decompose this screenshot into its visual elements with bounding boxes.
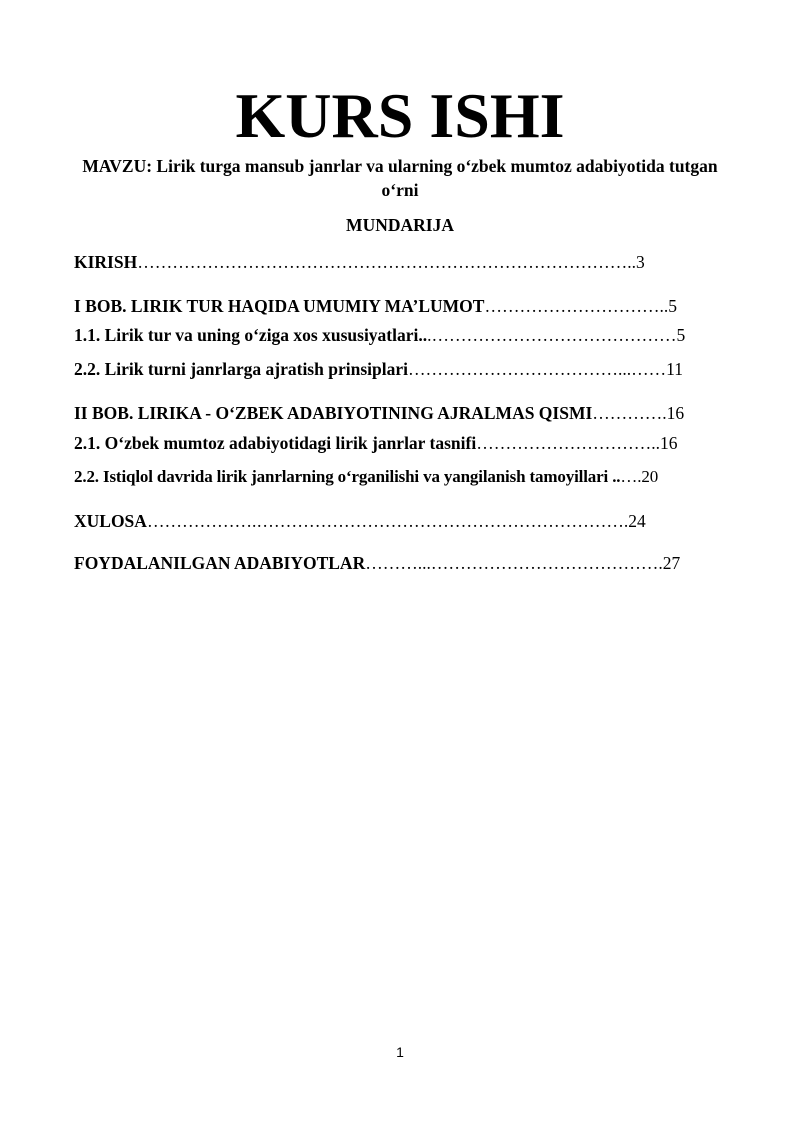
toc-entry-title: FOYDALANILGAN ADABIYOTLAR xyxy=(74,553,366,573)
toc-page-number: 27 xyxy=(662,553,681,573)
toc-dot-leader: ………...…………………………………. xyxy=(365,553,663,573)
toc-dot-leader: ………………………….. xyxy=(476,433,660,453)
topic-subtitle: MAVZU: Lirik turga mansub janrlar va ularning o‘zbek mumtoz adabiyotida tutgan o‘rni xyxy=(82,156,718,200)
toc-page-number: 16 xyxy=(659,433,678,453)
toc-entry-chapter-1 xyxy=(74,295,677,317)
toc-entry-conclusion xyxy=(74,510,646,532)
page-title: KURS ISHI xyxy=(235,80,565,151)
toc-entry-section-2-1 xyxy=(74,432,677,454)
page-number: 1 xyxy=(396,1044,404,1060)
toc-entry-references xyxy=(74,552,680,574)
toc-entry-title: KIRISH xyxy=(74,252,138,272)
toc-entry-title: II BOB. LIRIKA - O‘ZBEK ADABIYOTINING AJRALMAS QISMI xyxy=(74,403,593,423)
toc-page-number: 16 xyxy=(666,403,685,423)
toc-entry-section-1-2 xyxy=(74,358,683,380)
toc-dot-leader: …………. xyxy=(592,403,667,423)
toc-page-number: 20 xyxy=(641,467,659,486)
toc-entry-title: I BOB. LIRIK TUR HAQIDA UMUMIY MA’LUMOT xyxy=(74,296,485,316)
toc-entry-title: 1.1. Lirik tur va uning o‘ziga xos xususiyatlari.. xyxy=(74,325,428,345)
toc-dot-leader: ………………………………...…… xyxy=(407,359,667,379)
toc-entry-chapter-2 xyxy=(74,402,684,424)
toc-dot-leader: ………………………………………………………………………….. xyxy=(137,252,636,272)
toc-dot-leader: …. xyxy=(620,467,642,486)
toc-page-number: 3 xyxy=(635,252,645,272)
toc-entry-section-2-2 xyxy=(74,466,658,488)
toc-entry-title: 2.2. Istiqlol davrida lirik janrlarning o‘rganilishi va yangilanish tamoyillari .. xyxy=(74,467,621,486)
toc-entry-title: 2.2. Lirik turni janrlarga ajratish prinsiplari xyxy=(74,359,408,379)
toc-entry-title: XULOSA xyxy=(74,511,147,531)
toc-dot-leader: .…………………………………… xyxy=(427,325,677,345)
toc-entry-introduction xyxy=(74,251,645,273)
toc-page-number: 11 xyxy=(666,359,683,379)
toc-entry-section-1-1 xyxy=(74,324,685,346)
toc-entry-title: 2.1. O‘zbek mumtoz adabiyotidagi lirik janrlar tasnifi xyxy=(74,433,477,453)
toc-dot-leader: ……………….………………………………………………………. xyxy=(146,511,629,531)
contents-heading: MUNDARIJA xyxy=(346,215,454,235)
toc-page-number: 5 xyxy=(676,325,686,345)
toc-page-number: 24 xyxy=(628,511,646,531)
toc-page-number: 5 xyxy=(668,296,677,316)
toc-dot-leader: ………………………….. xyxy=(484,296,669,316)
